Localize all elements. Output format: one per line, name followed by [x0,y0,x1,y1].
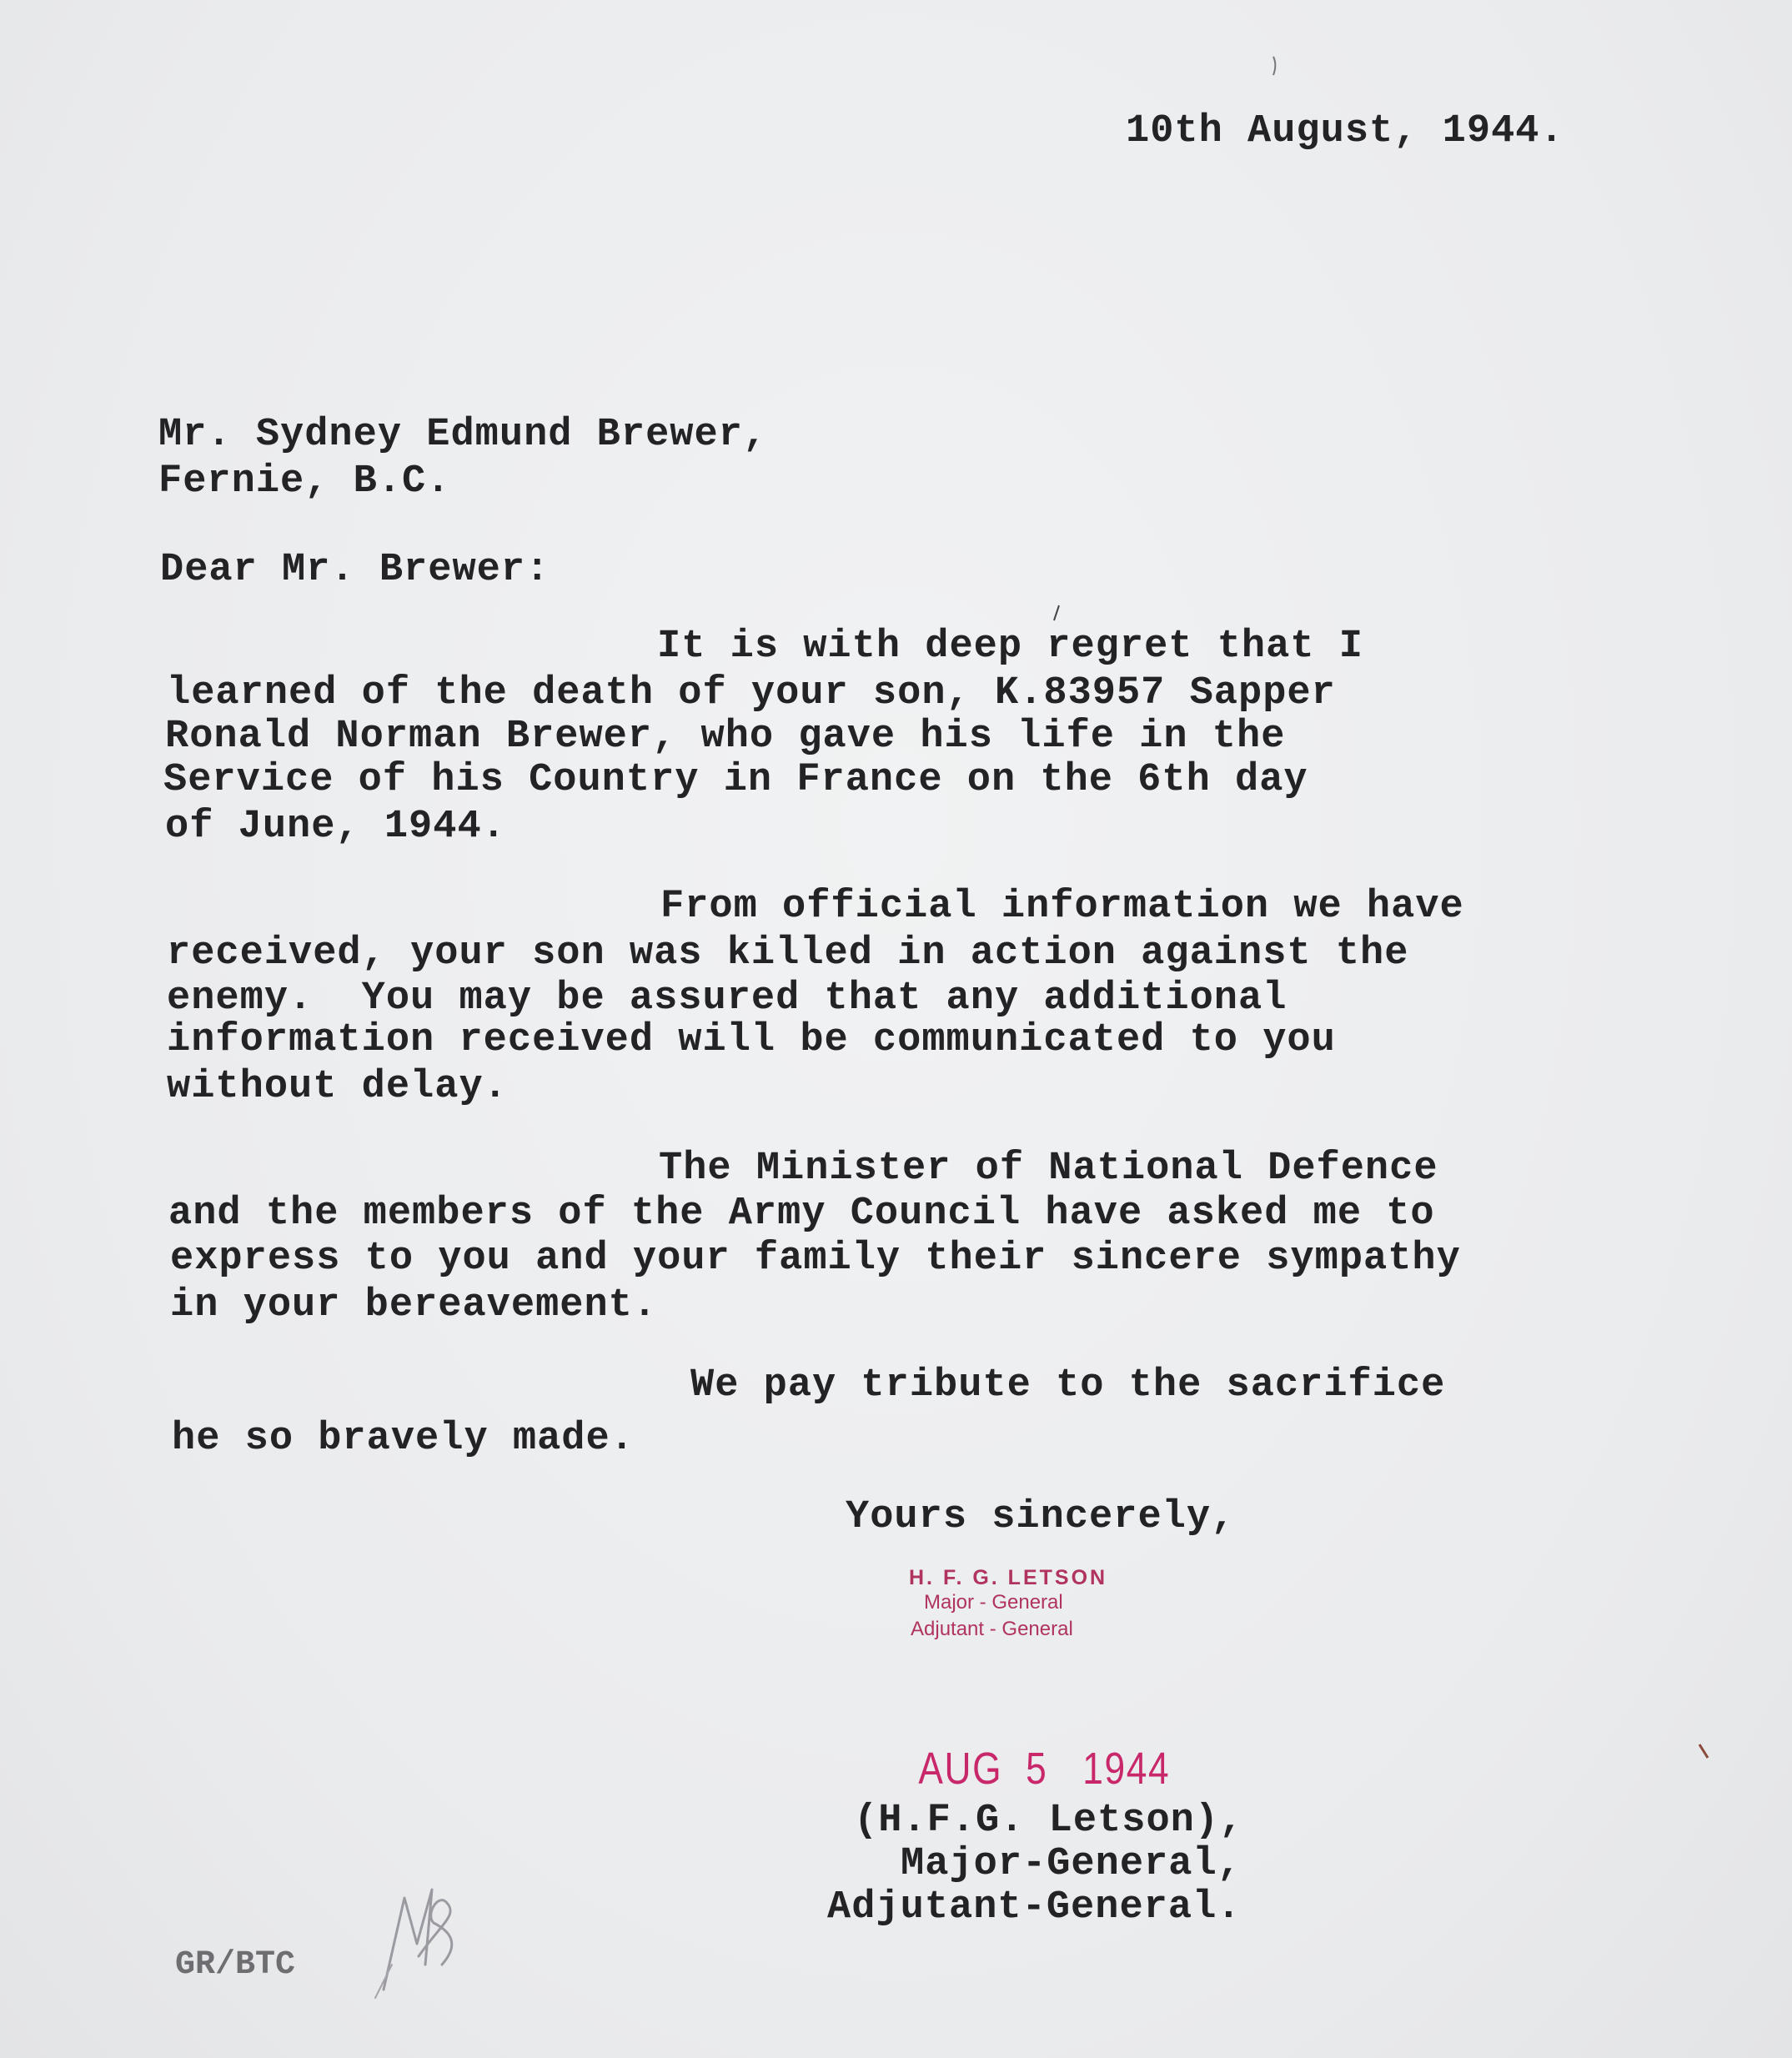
pencil-tick [1052,604,1061,622]
salutation: Dear Mr. Brewer: [160,548,550,592]
paragraph-1-line: Service of his Country in France on the 6th day [163,758,1308,802]
paragraph-3-line: and the members of the Army Council have asked me to [168,1192,1435,1236]
paragraph-3-line: express to you and your family their sincere sympathy [170,1237,1461,1281]
paragraph-3-line: in your bereavement. [170,1283,658,1328]
recipient-location: Fernie, B.C. [158,459,451,504]
signature-stamp-name: H. F. G. LETSON [909,1566,1108,1589]
reference-initials: GR/BTC [175,1946,296,1984]
date-stamp-month: AUG [918,1744,1003,1794]
paragraph-2-line: without delay. [167,1065,508,1109]
paper-speck [1698,1743,1709,1759]
closing: Yours sincerely, [846,1495,1236,1539]
recipient-name: Mr. Sydney Edmund Brewer, [158,413,768,457]
paragraph-2-line: received, your son was killed in action against the [167,931,1409,976]
paragraph-2-line: From official information we have [660,885,1464,929]
letter-date: 10th August, 1944. [1126,109,1564,153]
paragraph-2-line: enemy. You may be assured that any additional [167,976,1288,1021]
paragraph-3-line: The Minister of National Defence [659,1147,1438,1191]
signature-stamp-rank: Major - General [924,1591,1063,1614]
paragraph-1-line: Ronald Norman Brewer, who gave his life in the [165,715,1286,759]
date-stamp-day: 5 [1026,1744,1048,1794]
paragraph-4-line: he so bravely made. [172,1417,635,1461]
handwritten-initials [367,1865,467,2006]
paragraph-1-line: of June, 1944. [165,805,506,849]
paper-speck [1271,55,1279,77]
paragraph-2-line: information received will be communicated to you [167,1018,1336,1062]
paragraph-1-line: learned of the death of your son, K.83957 Sapper [167,671,1336,715]
typed-signature-name: (H.F.G. Letson), [854,1799,1244,1843]
paragraph-4-line: We pay tribute to the sacrifice [690,1363,1446,1408]
date-stamp-year: 1944 [1082,1744,1171,1794]
typed-signature-rank: Major-General, [901,1842,1242,1886]
typed-signature-title: Adjutant-General. [827,1885,1242,1930]
signature-stamp-title: Adjutant - General [911,1618,1073,1640]
paragraph-1-line: It is with deep regret that I [657,625,1363,669]
